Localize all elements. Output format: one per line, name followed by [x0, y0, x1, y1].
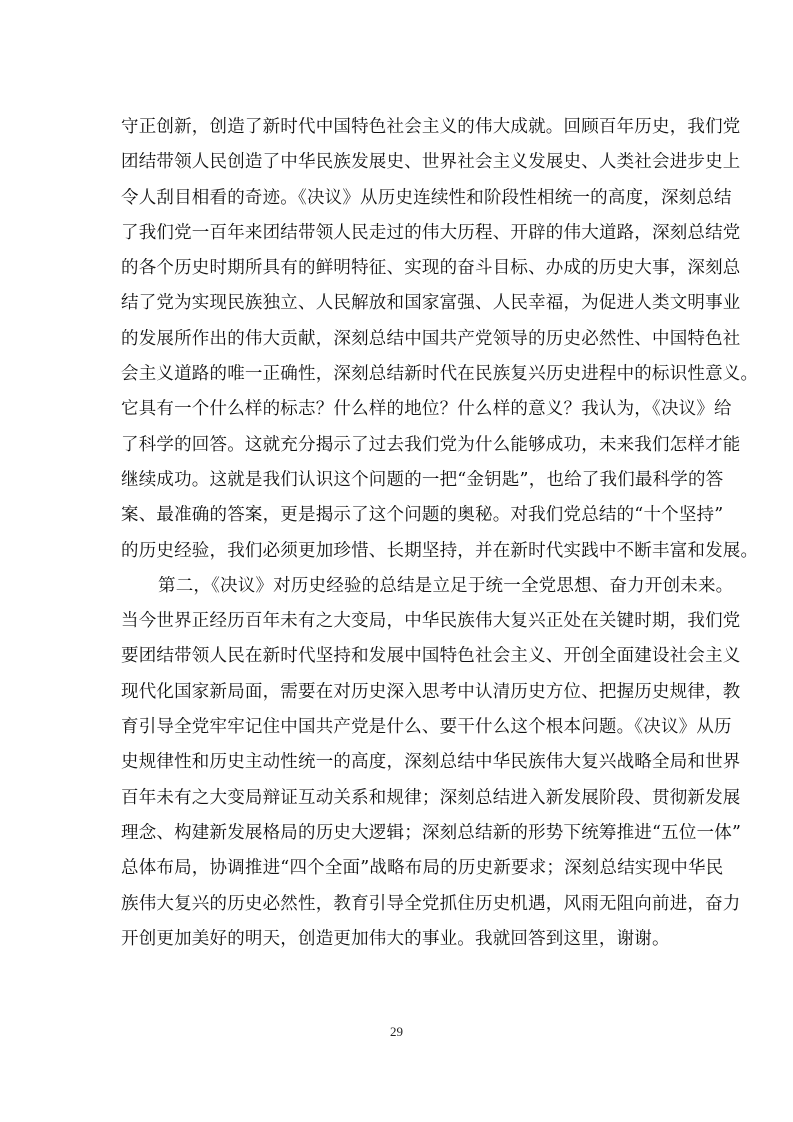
text-line: 结了党为实现民族独立、人民解放和国家富强、人民幸福，为促进人类文明事业: [121, 293, 741, 314]
text-line: 它具有一个什么样的标志？什么样的地位？什么样的意义？我认为，《决议》给: [121, 399, 732, 420]
text-line: 团结带领人民创造了中华民族发展史、世界社会主义发展史、人类社会进步史上: [121, 152, 741, 173]
text-line: 了我们党一百年来团结带领人民走过的伟大历程、开辟的伟大道路，深刻总结党: [121, 222, 741, 243]
text-line: 开创更加美好的明天，创造更加伟大的事业。我就回答到这里，谢谢。: [121, 928, 670, 949]
text-line: 的历史经验，我们必须更加珍惜、长期坚持，并在新时代实践中不断丰富和发展。: [121, 540, 759, 561]
text-line: 的发展所作出的伟大贡献，深刻总结中国共产党领导的历史必然性、中国特色社: [121, 328, 741, 349]
text-line: 会主义道路的唯一正确性，深刻总结新时代在民族复兴历史进程中的标识性意义。: [121, 364, 759, 385]
text-line: 守正创新，创造了新时代中国特色社会主义的伟大成就。回顾百年历史，我们党: [121, 117, 741, 137]
body-text: [121, 110, 759, 957]
text-line: 案、最准确的答案，更是揭示了这个问题的奥秘。对我们党总结的“十个坚持”: [121, 505, 724, 526]
text-line: 育引导全党牢牢记住中国共产党是什么、要干什么这个根本问题。《决议》从历: [121, 717, 732, 738]
text-line: 百年未有之大变局辩证互动关系和规律；深刻总结进入新发展阶段、贯彻新发展: [121, 787, 741, 808]
text-line: 当今世界正经历百年未有之大变局，中华民族伟大复兴正处在关键时期，我们党: [121, 611, 741, 632]
text-line: 总体布局，协调推进“四个全面”战略布局的历史新要求；深刻总结实现中华民: [121, 858, 724, 879]
text-line: 了科学的回答。这就充分揭示了过去我们党为什么能够成功，未来我们怎样才能: [121, 434, 741, 455]
text-line: 的各个历史时期所具有的鲜明特征、实现的奋斗目标、办成的历史大事，深刻总: [121, 258, 741, 279]
text-line: 理念、构建新发展格局的历史大逻辑；深刻总结新的形势下统筹推进“五位一体”: [121, 822, 742, 843]
text-line: 史规律性和历史主动性统一的高度，深刻总结中华民族伟大复兴战略全局和世界: [121, 752, 741, 773]
text-line: 继续成功。这就是我们认识这个问题的一把“金钥匙”，也给了我们最科学的答: [121, 469, 724, 490]
text-line: 族伟大复兴的历史必然性，教育引导全党抓住历史机遇，风雨无阻向前进，奋力: [121, 893, 741, 914]
paragraph-heading-line: 第二，《决议》对历史经验的总结是立足于统一全党思想、奋力开创未来。: [158, 575, 734, 596]
text-line: 令人刮目相看的奇迹。《决议》从历史连续性和阶段性相统一的高度，深刻总结: [121, 187, 732, 208]
page-number: 29: [390, 1024, 403, 1039]
text-line: 现代化国家新局面，需要在对历史深入思考中认清历史方位、把握历史规律，教: [121, 681, 741, 702]
text-line: 要团结带领人民在新时代坚持和发展中国特色社会主义、开创全面建设社会主义: [121, 646, 741, 667]
